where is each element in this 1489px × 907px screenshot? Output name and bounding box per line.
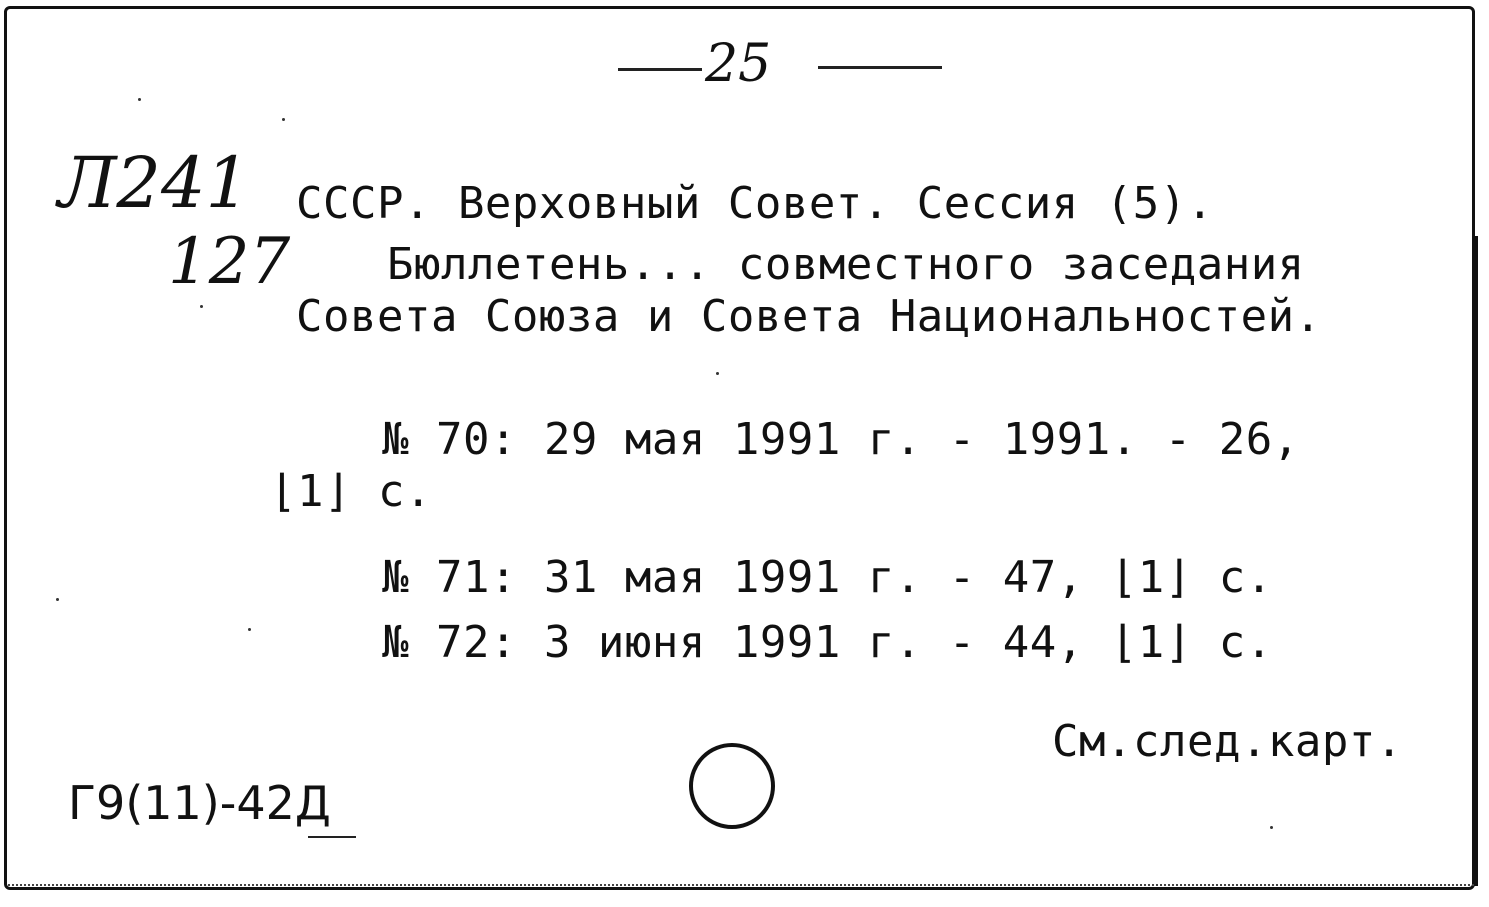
shelf-mark-secondary: 127 bbox=[168, 225, 291, 299]
card-edge-shadow bbox=[1474, 236, 1478, 886]
page-number: 25 bbox=[705, 34, 772, 94]
issue-70: № 70: 29 мая 1991 г. - 1991. - 26, bbox=[382, 414, 1300, 465]
scan-speck bbox=[200, 305, 203, 308]
page-number-dash-right bbox=[818, 66, 942, 69]
classification-code-underline bbox=[308, 836, 356, 838]
shelf-mark-primary: Л241 bbox=[58, 142, 251, 224]
scan-speck bbox=[716, 372, 719, 375]
card-punch-hole bbox=[689, 743, 775, 829]
see-next-card-note: См.след.карт. bbox=[1052, 716, 1403, 767]
scan-speck bbox=[1270, 826, 1273, 829]
issue-70-continued: ⌊1⌋ с. bbox=[270, 466, 432, 517]
card-bottom-edge bbox=[8, 884, 1474, 886]
scan-speck bbox=[248, 628, 251, 631]
scan-speck bbox=[282, 118, 285, 121]
issue-71: № 71: 31 мая 1991 г. - 47, ⌊1⌋ с. bbox=[382, 552, 1273, 603]
entry-title-line-2: Совета Союза и Совета Национальностей. bbox=[296, 291, 1322, 342]
classification-code: Г9(11)-42Д bbox=[68, 776, 331, 830]
page-number-dash-left bbox=[618, 68, 702, 71]
entry-heading: СССР. Верховный Совет. Сессия (5). bbox=[296, 178, 1214, 229]
scan-speck bbox=[56, 598, 59, 601]
issue-72: № 72: 3 июня 1991 г. - 44, ⌊1⌋ с. bbox=[382, 617, 1273, 668]
entry-title-line-1: Бюллетень... совместного заседания bbox=[387, 239, 1305, 290]
scan-speck bbox=[138, 98, 141, 101]
